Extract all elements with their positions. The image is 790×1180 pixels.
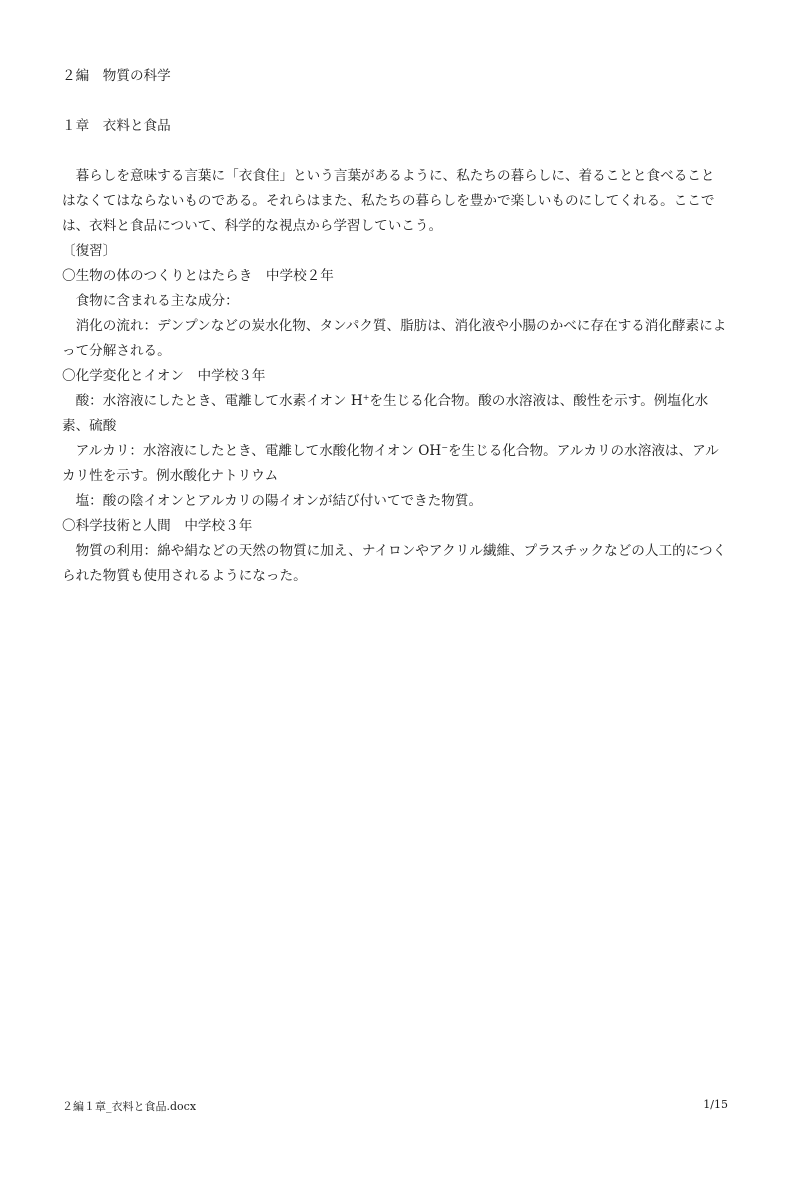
section-heading-biology: 〇生物の体のつくりとはたらき 中学校２年 [62,268,334,284]
footer-filename: ２編１章_衣料と食品.docx [62,1100,197,1113]
acid-paragraph [62,389,728,439]
digestion-paragraph: 消化の流れ：デンプンなどの炭水化物、タンパク質、脂肪は、消化液や小腸のかべに存在する消化酵素によって分解される。 [62,318,727,359]
part-title: ２編 物質の科学 [62,68,171,84]
section-heading-technology: 〇科学技術と人間 中学校３年 [62,518,253,534]
document-body [62,64,728,589]
intro-paragraph: 暮らしを意味する言葉に「衣食住」という言葉があるように、私たちの暮らしに、着ることと食べることはなくてはならないものである。それらはまた、私たちの暮らしを豊かで楽しいものにしてくれる。ここでは、衣料と食品について、科学的な視点から学習していこう。 [62,168,715,234]
acid-text-2: を生じる化合物。酸の水溶液は、酸性を示す。例塩化水素、硫酸 [62,393,709,434]
salt-paragraph: 塩：酸の陰イオンとアルカリの陽イオンが結び付いてできた物質。 [75,493,483,509]
materials-paragraph: 物質の利用：綿や絹などの天然の物質に加え、ナイロンやアクリル繊維、プラスチックなどの人工的につくられた物質も使用されるようになった。 [62,543,727,584]
footer-page-number: 1/15 [703,1098,728,1111]
acid-text-1: 酸：水溶液にしたとき、電離して水素イオン H [75,393,363,409]
nutrients-line: 食物に含まれる主な成分： [75,293,239,309]
alkali-paragraph [62,439,728,489]
hydroxide-ion-charge: − [441,443,448,452]
chapter-title: １章 衣料と食品 [62,118,171,134]
review-label: 〔復習〕 [62,243,117,259]
hydrogen-ion-charge: + [362,393,370,402]
section-heading-chemistry: 〇化学変化とイオン 中学校３年 [62,368,266,384]
alkali-text-2: を生じる化合物。アルカリの水溶液は、アルカリ性を示す。例水酸化ナトリウム [62,443,719,484]
alkali-text-1: アルカリ：水溶液にしたとき、電離して水酸化物イオン OH [75,443,442,459]
